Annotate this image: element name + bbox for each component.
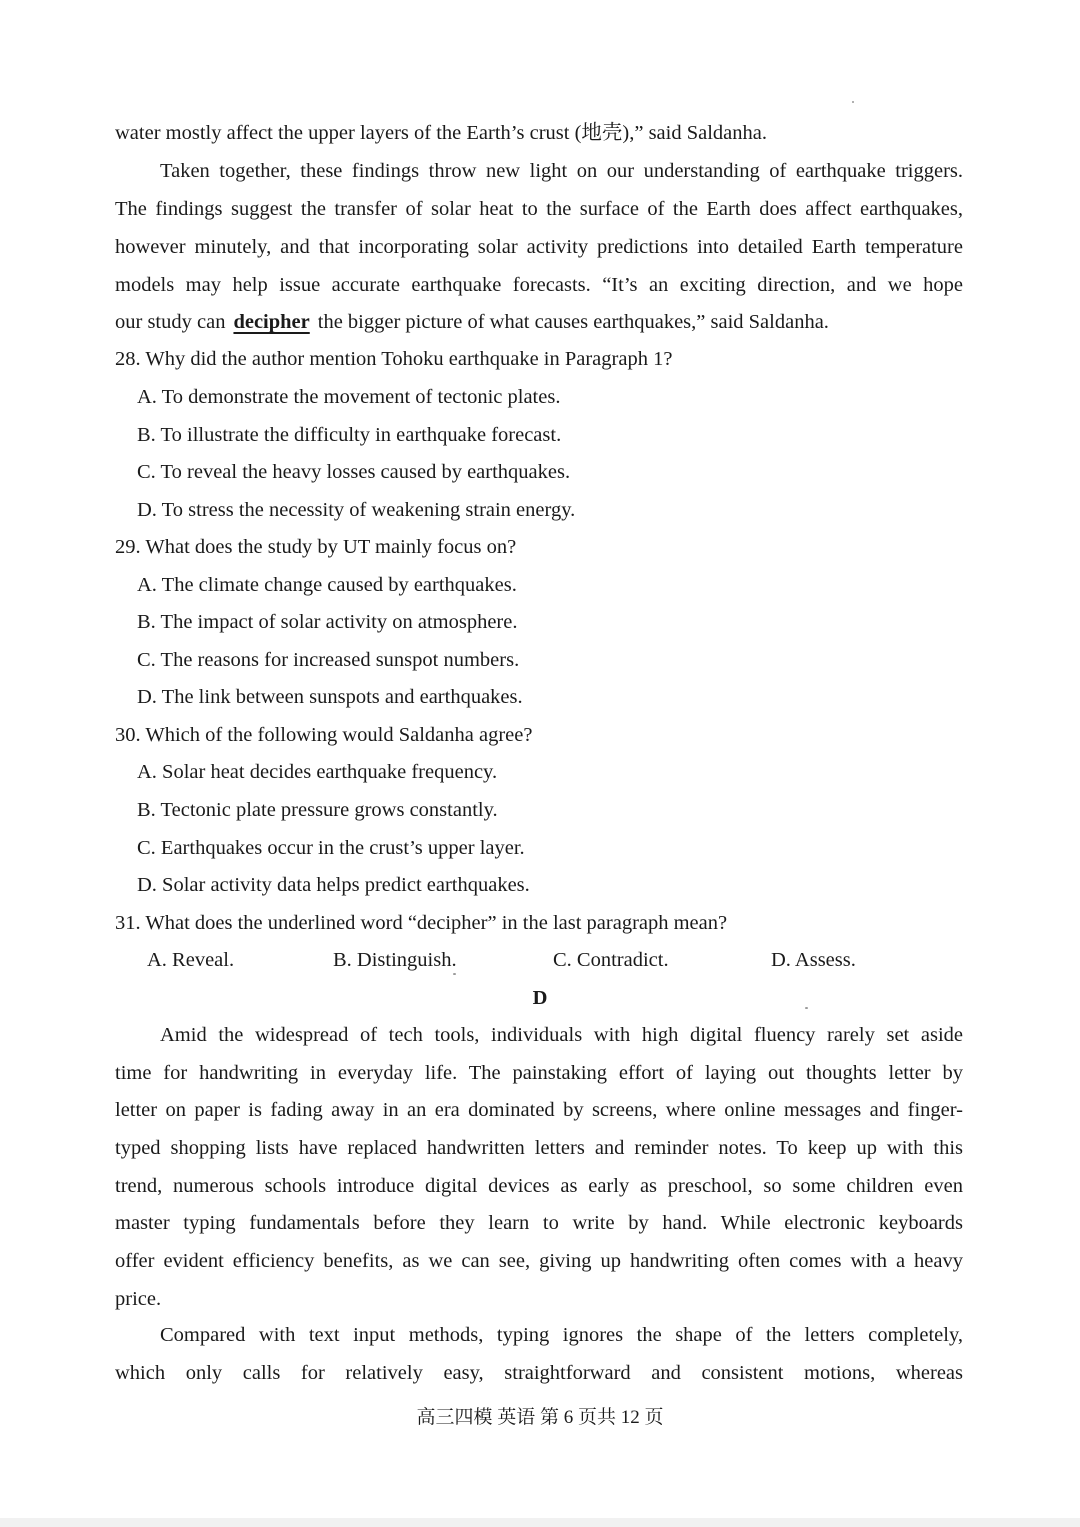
scan-bottom-edge xyxy=(0,1518,1080,1527)
passage-d-line: Amid the widespread of tech tools, individuals with high digital fluency rarely set aside xyxy=(160,1024,963,1046)
answer-option: B. To illustrate the difficulty in earthquake forecast. xyxy=(137,424,562,446)
passage-d-line: time for handwriting in everyday life. The painstaking effort of laying out thoughts letter by xyxy=(115,1062,963,1084)
passage-d-line: which only calls for relatively easy, straightforward and consistent motions, whereas xyxy=(115,1362,963,1384)
answer-option: B. Tectonic plate pressure grows constantly. xyxy=(137,799,498,821)
passage-c-line: The findings suggest the transfer of solar heat to the surface of the Earth does affect earthquakes, xyxy=(115,198,963,220)
answer-option: D. To stress the necessity of weakening strain energy. xyxy=(137,499,576,521)
answer-option: A. The climate change caused by earthquakes. xyxy=(137,574,517,596)
answer-option: D. Solar activity data helps predict earthquakes. xyxy=(137,874,530,896)
scan-speck xyxy=(453,973,456,975)
passage-c-last-line xyxy=(115,308,963,336)
answer-option: C. Earthquakes occur in the crust’s upper layer. xyxy=(137,837,525,859)
passage-c-line: models may help issue accurate earthquake forecasts. “It’s an exciting direction, and we hope xyxy=(115,274,963,296)
passage-c-text: our study can xyxy=(115,311,226,333)
passage-d-line: Compared with text input methods, typing ignores the shape of the letters completely, xyxy=(160,1324,963,1346)
passage-d-line: master typing fundamentals before they learn to write by hand. While electronic keyboards xyxy=(115,1212,963,1234)
answer-option: D. The link between sunspots and earthquakes. xyxy=(137,686,523,708)
question-stem: 31. What does the underlined word “decipher” in the last paragraph mean? xyxy=(115,912,728,934)
passage-c-line: however minutely, and that incorporating solar activity predictions into detailed Earth temperature xyxy=(115,236,963,258)
page-footer: 高三四模 英语 第 6 页共 12 页 xyxy=(416,1407,664,1428)
question-stem: 29. What does the study by UT mainly focus on? xyxy=(115,536,517,558)
answer-option: C. Contradict. xyxy=(553,949,669,971)
answer-option: A. Solar heat decides earthquake frequency. xyxy=(137,761,498,783)
underlined-word-decipher: decipher xyxy=(233,311,310,333)
answer-option: B. Distinguish. xyxy=(333,949,457,971)
scan-speck xyxy=(852,101,854,103)
passage-c-line: Taken together, these findings throw new light on our understanding of earthquake triggers. xyxy=(160,160,963,182)
section-heading: D xyxy=(532,987,548,1009)
passage-c-line: water mostly affect the upper layers of the Earth’s crust (地壳),” said Saldanha. xyxy=(115,122,767,144)
answer-option: B. The impact of solar activity on atmosphere. xyxy=(137,611,518,633)
passage-d-line: offer evident efficiency benefits, as we can see, giving up handwriting often comes with a heavy xyxy=(115,1250,963,1272)
passage-d-line: trend, numerous schools introduce digital devices as early as preschool, so some children even xyxy=(115,1175,963,1197)
answer-option: A. To demonstrate the movement of tectonic plates. xyxy=(137,386,561,408)
answer-options-row xyxy=(0,946,1080,974)
answer-option: A. Reveal. xyxy=(147,949,235,971)
scan-speck xyxy=(805,1007,808,1009)
passage-d-line: typed shopping lists have replaced handwritten letters and reminder notes. To keep up with this xyxy=(115,1137,963,1159)
passage-d-line: letter on paper is fading away in an era dominated by screens, where online messages and finger- xyxy=(115,1099,963,1121)
passage-d-line: price. xyxy=(115,1288,162,1310)
answer-option: C. The reasons for increased sunspot numbers. xyxy=(137,649,520,671)
answer-option: D. Assess. xyxy=(771,949,856,971)
question-stem: 30. Which of the following would Saldanha agree? xyxy=(115,724,533,746)
answer-option: C. To reveal the heavy losses caused by earthquakes. xyxy=(137,461,571,483)
question-stem: 28. Why did the author mention Tohoku earthquake in Paragraph 1? xyxy=(115,348,673,370)
passage-c-text: the bigger picture of what causes earthquakes,” said Saldanha. xyxy=(317,311,829,333)
